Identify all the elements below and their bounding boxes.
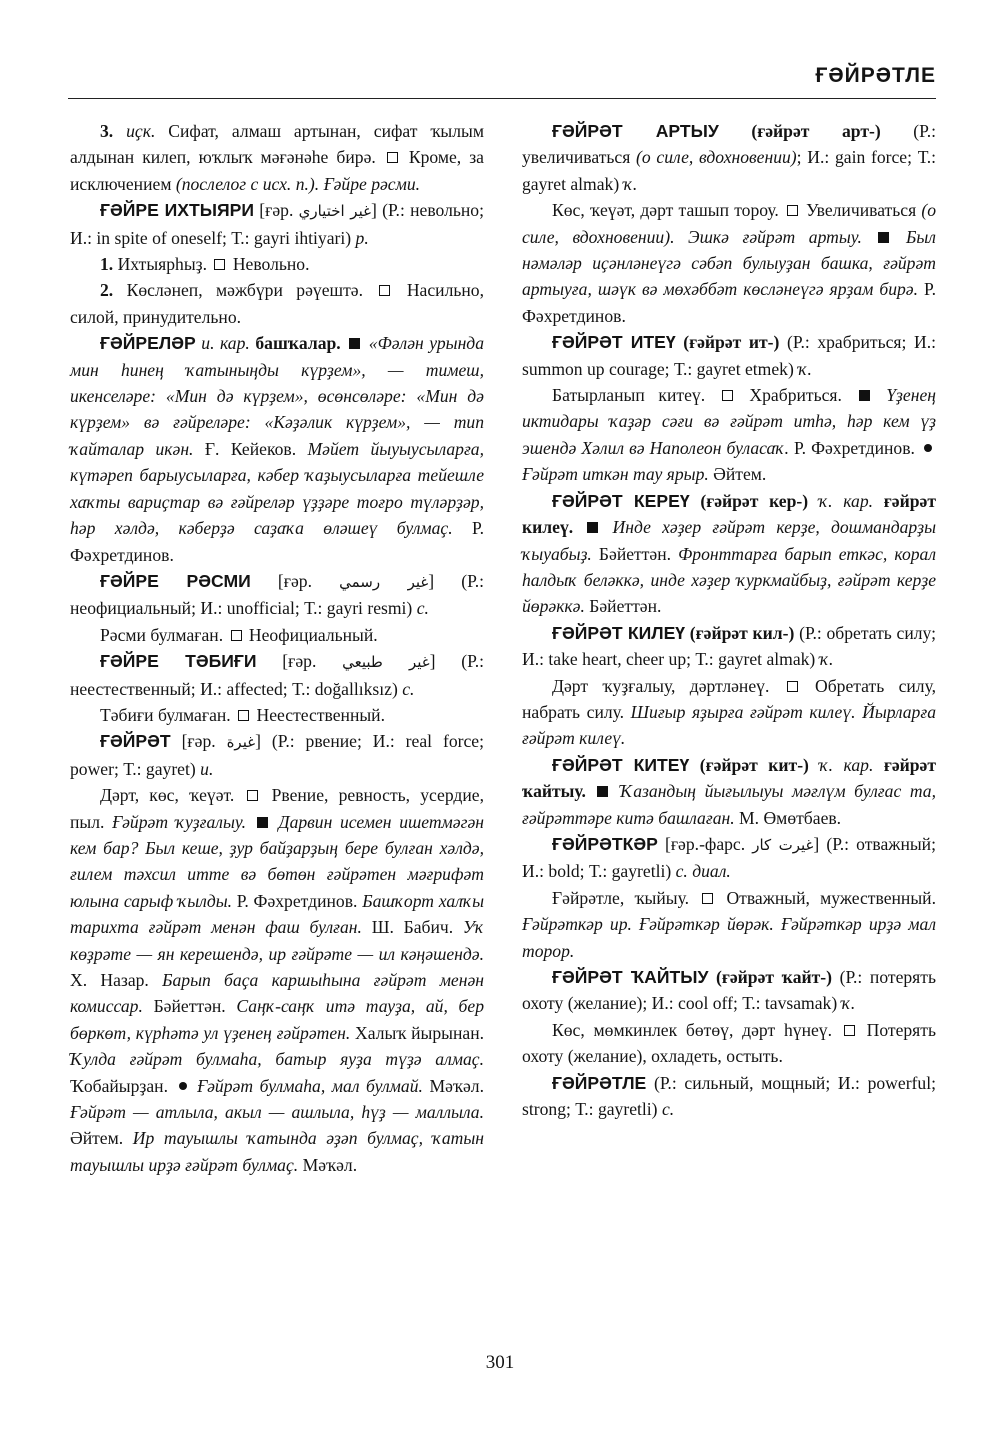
- entry-text: Кроме, за исключением: [70, 147, 484, 194]
- entry-text: «Фәлән урында мин һинең ҡатыныңды күрҙем», — тимеш, икенселәре: «Мин дә күрҙем», өсөнсөләре: «Мин дә күрҙем» вә ғәйреләре: «Кәҙәлик күрҙем», — тип ҡайталар икән.: [70, 333, 484, 459]
- dictionary-paragraph: [522, 620, 936, 673]
- entry-text: Неестественный.: [252, 704, 385, 725]
- entry-text: [719, 121, 752, 141]
- entry-text: Р. Фәхретдинов.: [788, 437, 920, 458]
- entry-text: ғәйрәт ҡайтыу.: [522, 754, 936, 802]
- page-header: [68, 62, 936, 99]
- entry-text: Р. Фәхретдинов.: [70, 518, 484, 565]
- entry-text: р.: [355, 227, 369, 248]
- entry-text: Ғ. Кейеков.: [193, 438, 308, 459]
- dictionary-paragraph: [522, 673, 936, 752]
- entry-text: [ғәр.: [256, 651, 343, 672]
- open-square-icon: [722, 390, 733, 401]
- dictionary-paragraph: [522, 1070, 936, 1123]
- entry-text: 3.: [100, 121, 127, 141]
- entry-text: (ғәйрәт ит-): [683, 332, 780, 353]
- etymology-script: غيرت كار: [752, 835, 814, 854]
- etymology-script: غيرة: [226, 733, 256, 752]
- entry-text: Дәрт, көс, ҡеүәт.: [100, 785, 245, 806]
- entry-text: М. Өмөтбаев.: [734, 807, 842, 828]
- dictionary-paragraph: [522, 488, 936, 620]
- filled-square-icon: [257, 817, 268, 828]
- entry-text: (о силе, вдохновении): [636, 147, 797, 168]
- filled-square-icon: [597, 786, 608, 797]
- entry-text: (Р.: обретать силу; И.: take heart, cheer up; Т.: gayret almak): [522, 622, 936, 670]
- headword: ҒӘЙРӘТ АРТЫУ: [552, 121, 719, 141]
- entry-text: 1.: [100, 254, 118, 275]
- entry-text: Ғәйрәт иткән тау ярыр.: [522, 464, 709, 485]
- entry-text: 2.: [100, 280, 127, 301]
- dictionary-paragraph: [70, 568, 484, 622]
- entry-text: [246, 812, 254, 832]
- open-square-icon: [787, 681, 798, 692]
- entry-text: [708, 967, 716, 987]
- entry-text: (Р.: увеличиваться: [522, 121, 936, 168]
- entry-text: с. диал.: [675, 861, 731, 882]
- entry-text: Мәҡәл.: [298, 1154, 358, 1175]
- entry-text: Х. Назар.: [70, 970, 163, 990]
- entry-text: ] (Р.: неестественный; И.: affected; Т.: doğallıksız): [70, 651, 484, 699]
- headword: ҒӘЙРЕ ТӘБИҒИ: [100, 651, 257, 672]
- entry-text: Үҙенең иктидары ҡаҙәр сәғи вә ғәйрәт итһә, һәр кем үҙ эшендә Хәлил вә Наполеон буласаҡ.: [522, 385, 936, 458]
- entry-text: Ғәйрәт ҡуҙғалыу.: [112, 811, 246, 832]
- entry-text: Ҡобайырҙан.: [70, 1075, 175, 1096]
- entry-text: Башҡорт халҡы тарихта ғәйрәт менән фаш булған.: [70, 890, 484, 938]
- entry-text: [611, 781, 620, 801]
- entry-text: [862, 227, 876, 247]
- dictionary-paragraph: [70, 251, 484, 277]
- entry-text: [601, 517, 612, 537]
- entry-text: ҡ.: [819, 649, 834, 670]
- entry-text: и. кар.: [201, 333, 250, 354]
- entry-text: [873, 491, 884, 511]
- right-column: [522, 118, 936, 1122]
- entry-text: Дәрт ҡуҙғалыу, дәртләнеү.: [552, 675, 784, 696]
- headword: ҒӘЙРӘТКӘР: [552, 833, 658, 854]
- open-square-icon: [231, 630, 242, 641]
- entry-text: Ғәйрәткәр ир. Ғәйрәткәр йөрәк. Ғәйрәткәр ирҙә мал торор.: [522, 914, 936, 961]
- entry-text: ҡ.: [798, 358, 812, 379]
- headword: ҒӘЙРӘТ КИТЕҮ: [552, 754, 690, 775]
- entry-text: Обретать силу, набрать силу.: [522, 675, 937, 722]
- entry-text: Потерять охоту (желание), охладеть, остыть.: [522, 1019, 936, 1067]
- filled-square-icon: [349, 338, 360, 349]
- running-head: ҒӘЙРӘТЛЕ: [815, 64, 936, 87]
- entry-text: Р. Фәхретдинов.: [522, 279, 936, 326]
- entry-text: Бәйеттән.: [142, 996, 237, 1017]
- entry-text: ҡ. кар.: [819, 754, 874, 775]
- entry-text: (Р.: потерять охоту (желание); И.: cool off; Т.: tavsamak): [522, 967, 936, 1014]
- entry-text: Көс, мөмкинлек бөтөү, дәрт һүнеү.: [552, 1019, 841, 1040]
- entry-text: ] (Р.: неофициальный; И.: unofficial; Т.: gayri resmi): [70, 570, 484, 619]
- headword: ҒӘЙРЕ РӘСМИ: [100, 570, 251, 591]
- dictionary-paragraph: [70, 277, 484, 330]
- entry-text: Мәйет йыуыусыларға, күтәреп барыусыларға, кәбер ҡаҙыусыларға тейешле хаҡты вариҫтар вә ғәйреләр үҙҙәре тоғро түләрҙәр, һәр хәлдә, кәберҙә саҙаҡа өләшеү булмаҫ.: [70, 438, 484, 539]
- entry-text: Шиғыр яҙырға ғәйрәт килеү. Йырларға ғәйрәт килеү.: [522, 701, 936, 749]
- left-column: [70, 118, 484, 1178]
- entry-text: Бәйеттән.: [591, 543, 679, 564]
- entry-text: ] (Р.: невольно; И.: in spite of oneself; Т.: gayri ihtiyari): [70, 200, 484, 248]
- open-square-icon: [238, 710, 249, 721]
- entry-text: башҡалар.: [255, 333, 341, 354]
- entry-text: Храбриться.: [735, 385, 856, 406]
- entry-text: Әйтем.: [708, 464, 767, 485]
- dictionary-paragraph: [70, 330, 484, 568]
- page-number: 301: [485, 1352, 515, 1373]
- entry-text: [ғәр.-фарс.: [657, 833, 753, 854]
- bullet-icon: [179, 1082, 187, 1090]
- entry-text: [689, 755, 699, 775]
- entry-text: [341, 333, 347, 353]
- headword: ҒӘЙРӘТЛЕ: [552, 1072, 647, 1093]
- entry-text: (о силе, вдохновении). Эшкә ғәйрәт артыу.: [522, 200, 936, 247]
- open-square-icon: [379, 285, 390, 296]
- dictionary-paragraph: [70, 118, 484, 197]
- entry-text: Ғәйрәт булмаһа, мал булмай.: [197, 1075, 423, 1096]
- open-square-icon: [247, 790, 258, 801]
- headword: ҒӘЙРӘТ ИТЕҮ: [552, 332, 676, 353]
- dictionary-paragraph: [522, 964, 936, 1017]
- entry-text: Бәйеттән.: [584, 596, 662, 617]
- entry-text: [892, 227, 906, 247]
- filled-square-icon: [878, 232, 889, 243]
- entry-text: Әйтем.: [70, 1128, 133, 1149]
- filled-square-icon: [859, 390, 870, 401]
- entry-text: (ғәйрәт ҡайт-): [715, 967, 832, 987]
- dictionary-paragraph: [70, 622, 484, 648]
- dictionary-paragraph: [522, 118, 936, 197]
- entry-text: [873, 755, 883, 775]
- headword: ҒӘЙРЕЛӘР: [100, 333, 196, 354]
- etymology-script: غير رسمي: [339, 572, 429, 591]
- dictionary-paragraph: [522, 885, 936, 964]
- dictionary-paragraph: [70, 197, 484, 251]
- dictionary-paragraph: [70, 782, 484, 1178]
- entry-text: иҫк.: [126, 121, 156, 141]
- entry-text: Ҡазандың йығылыуы мәғлүм булғас та, ғәйрәттәре китә башлаған.: [522, 781, 936, 828]
- entry-text: Тәбиғи булмаған.: [100, 704, 236, 725]
- entry-text: Ҡулда ғәйрәт булмаһа, батыр яуҙа түҙә алмаҫ.: [70, 1049, 484, 1070]
- dictionary-paragraph: [70, 648, 484, 702]
- entry-text: Мәҡәл.: [422, 1075, 484, 1096]
- entry-text: ҡ.: [841, 993, 856, 1014]
- dictionary-paragraph: [522, 831, 936, 885]
- entry-text: ] (Р.: рвение; И.: real force; power; Т.: gayret): [70, 731, 484, 779]
- dictionary-paragraph: [522, 197, 936, 329]
- dictionary-paragraph: [522, 1017, 936, 1070]
- entry-text: Фронттарға барып еткәс, корал һалдыҡ беләккә, инде хәҙер ҡуркмайбыҙ, ғәйрәт керҙе йөрәккә.: [522, 543, 937, 617]
- entry-text: Ир тауышлы ҡатында әҙәп булмаҫ, ҡатын тауышлы ирҙә ғәйрәт булмаҫ.: [70, 1128, 484, 1175]
- entry-text: Насильно, силой, принудительно.: [70, 280, 484, 327]
- entry-text: Саңҡ-саңҡ итә тауҙа, ай, бер бөркөт, күрһәтә ул үҙенең ғәйрәтен.: [70, 996, 484, 1043]
- entry-text: Батырланып китеү.: [552, 385, 719, 406]
- entry-text: Рәсми булмаған.: [100, 624, 228, 645]
- entry-text: с.: [661, 1099, 675, 1120]
- entry-text: Халыҡ йырынан.: [350, 1022, 485, 1043]
- open-square-icon: [214, 259, 225, 270]
- entry-text: Барып баҫа каршыһына ғәйрәт менән комиссар.: [70, 970, 484, 1017]
- entry-text: [808, 491, 819, 511]
- entry-text: ҡ.: [623, 173, 638, 194]
- entry-text: Дарвин исемен ишетмәгән кем бар? Был кеше, ҙур байҙарҙың бере булған хәлдә, ғилем тәхсил итте вә бөтөн ғәйрәтен мәғрифәт юлына сарыф ҡылды.: [70, 811, 484, 911]
- etymology-script: غير اختياري: [298, 202, 371, 221]
- open-square-icon: [702, 893, 713, 904]
- filled-square-icon: [587, 522, 598, 533]
- entry-text: ғәйрәт килеү.: [522, 490, 936, 538]
- entry-text: ] (Р.: отважный; И.: bold; Т.: gayretli): [522, 833, 936, 882]
- headword: ҒӘЙРӘТ КИЛЕҮ: [552, 622, 686, 643]
- entry-text: Ихтыярһыҙ.: [117, 254, 212, 275]
- entry-text: Сифат, алмаш артынан, сифат ҡылым алдынан килеп, юҡлыҡ мәғәнәһе бирә.: [70, 121, 484, 168]
- dictionary-paragraph: [522, 329, 936, 382]
- entry-text: Уҡ көҙрәте — ян керешендә, ир ғәйрәте — ил кәңәшендә.: [70, 917, 485, 964]
- entry-text: Невольно.: [228, 254, 310, 275]
- open-square-icon: [387, 152, 398, 163]
- entry-text: Ғәйрәтле, ҡыйыу.: [552, 887, 700, 908]
- entry-text: Ғәйрәт — атлыла, акыл — ашлыла, һүҙ — маллыла.: [70, 1102, 484, 1123]
- entry-text: Р. Фәхретдинов.: [232, 890, 363, 911]
- entry-text: (ғәйрәт кит-): [699, 754, 809, 775]
- entry-text: (послелог с исх. п.). Ғәйре рәсми.: [175, 173, 421, 194]
- entry-text: Көсләнеп, мәжбүри рәүештә.: [126, 280, 377, 301]
- headword: ҒӘЙРӘТ: [100, 731, 171, 752]
- entry-text: [690, 491, 701, 511]
- entry-text: с.: [402, 678, 415, 699]
- etymology-script: غير طبيعي: [342, 653, 430, 672]
- entry-text: Был нәмәләр иҫәнләнеүгә сәбәп булыуҙан башка, ғәйрәт артыуға, шәүк вә мөхәббәт көсләнеүгә ярҙам бирә.: [522, 226, 936, 300]
- entry-text: [586, 781, 595, 801]
- dictionary-paragraph: [70, 702, 484, 728]
- entry-text: Рвение, ревность, усердие, пыл.: [70, 785, 484, 832]
- entry-text: и.: [200, 758, 214, 779]
- entry-text: Увеличиваться: [801, 200, 922, 221]
- entry-text: [ғәр.: [250, 570, 340, 591]
- entry-text: [809, 755, 819, 775]
- entry-text: [873, 385, 887, 405]
- open-square-icon: [787, 205, 798, 216]
- entry-text: (ғәйрәт кил-): [689, 622, 795, 643]
- headword: ҒӘЙРӘТ ҠАЙТЫУ: [552, 967, 709, 987]
- entry-text: (ғәйрәт кер-): [700, 490, 809, 511]
- entry-text: (Р.: сильный, мощный; И.: powerful; strong; Т.: gayretli): [522, 1072, 936, 1120]
- dictionary-paragraph: [70, 728, 484, 782]
- entry-text: Көс, ҡеүәт, дәрт ташып тороу.: [552, 200, 784, 221]
- entry-text: Ш. Бабич.: [361, 917, 463, 938]
- entry-text: [ғәр.: [170, 731, 227, 752]
- bullet-icon: [924, 444, 932, 452]
- entry-text: ҡ. кар.: [818, 490, 874, 511]
- open-square-icon: [844, 1025, 855, 1036]
- entry-text: Отважный, мужественный.: [716, 887, 936, 908]
- dictionary-paragraph: [522, 382, 936, 488]
- entry-text: (Р.: храбриться; И.: summon up courage; Т.: gayret etmek): [522, 332, 936, 379]
- entry-text: (ғәйрәт арт-): [751, 121, 881, 141]
- entry-text: Неофициальный.: [244, 624, 378, 645]
- entry-text: [ғәр.: [254, 200, 299, 221]
- entry-text: ; И.: gain force; Т.: gayret almak): [522, 147, 936, 194]
- entry-text: [573, 517, 584, 537]
- dictionary-paragraph: [522, 752, 936, 831]
- headword: ҒӘЙРӘТ КЕРЕҮ: [552, 490, 690, 511]
- headword: ҒӘЙРЕ ИХТЫЯРИ: [100, 200, 254, 221]
- entry-text: Инде хәҙер ғәйрәт керҙе, дошмандарҙы ҡыуабыҙ.: [522, 517, 936, 564]
- entry-text: с.: [416, 598, 429, 619]
